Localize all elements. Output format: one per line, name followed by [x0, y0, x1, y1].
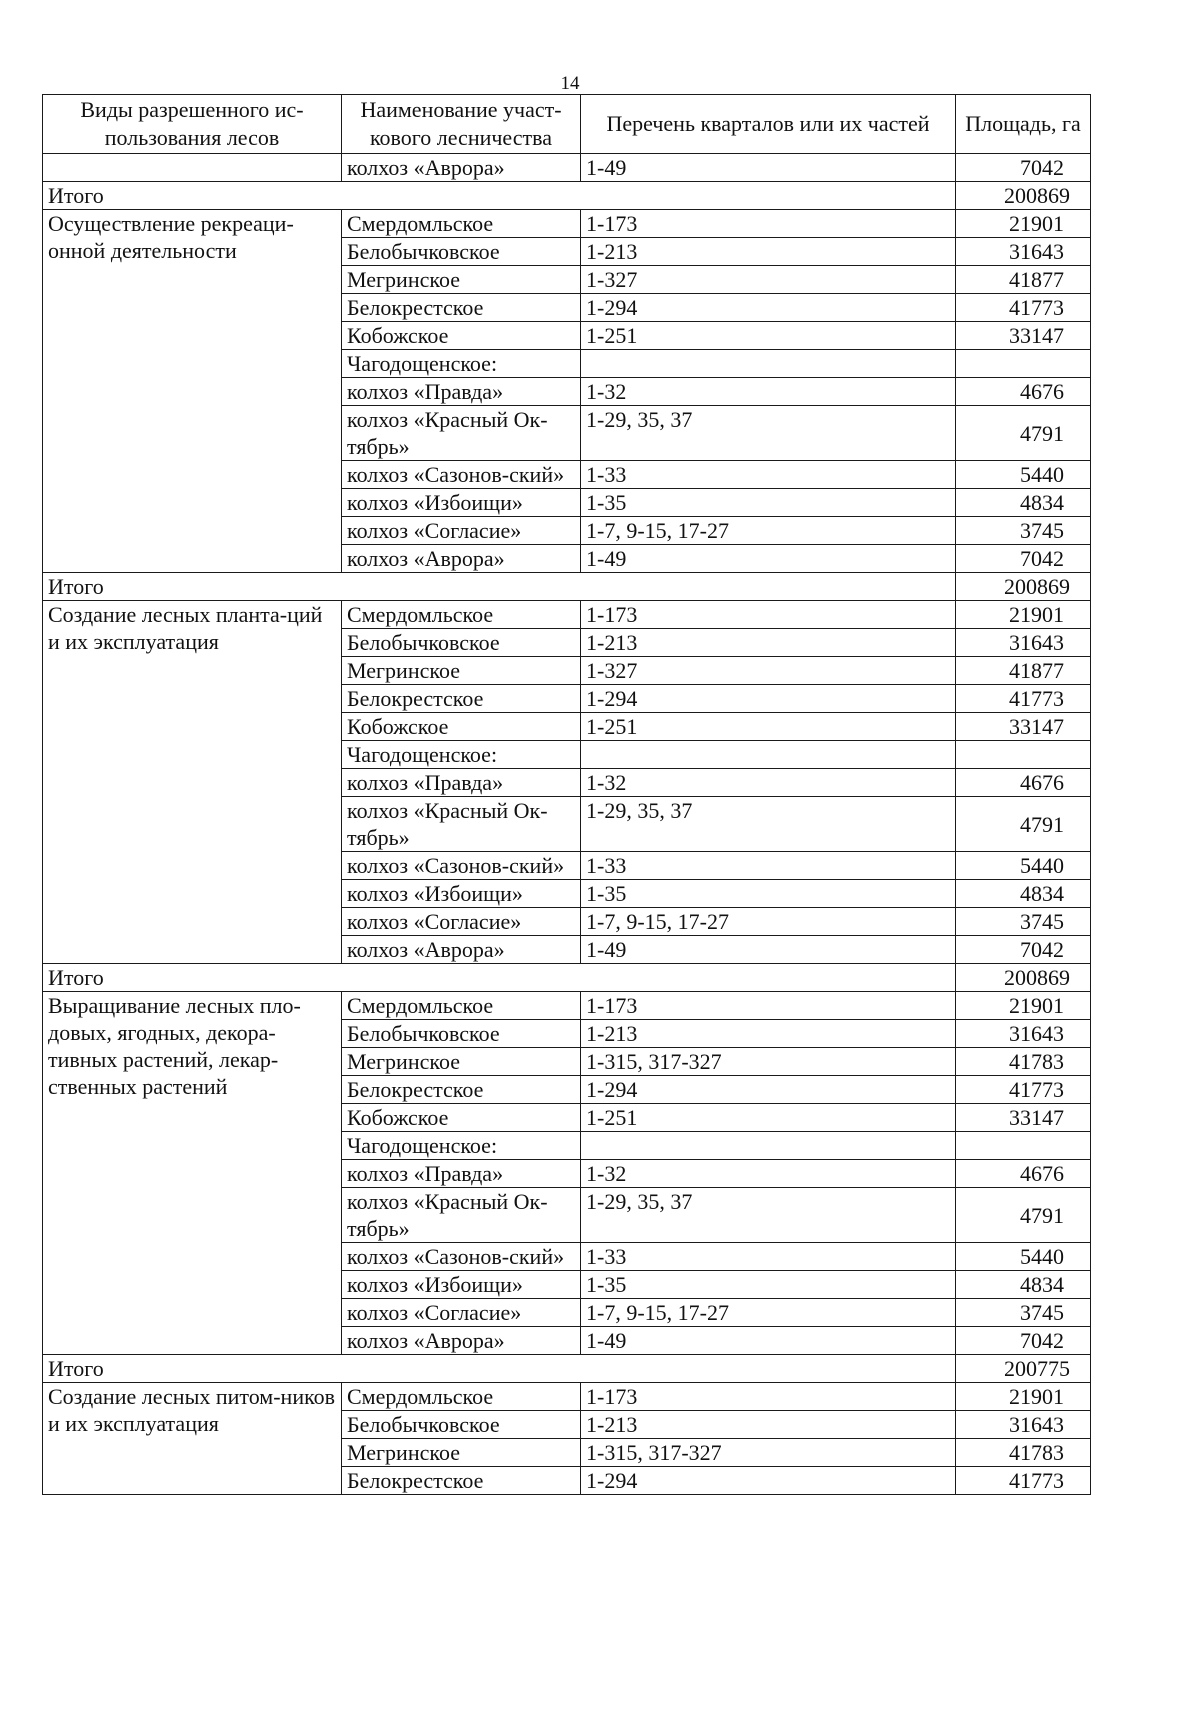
total-label: Итого — [43, 182, 956, 210]
header-usage: Виды разрешенного ис-пользования лесов — [43, 95, 342, 154]
forestry-cell: колхоз «Красный Ок-тябрь» — [342, 797, 581, 852]
area-cell: 31643 — [956, 238, 1091, 266]
quarters-cell: 1-315, 317-327 — [581, 1439, 956, 1467]
area-cell: 21901 — [956, 1383, 1091, 1411]
area-cell: 3745 — [956, 517, 1091, 545]
total-label: Итого — [43, 573, 956, 601]
table-row — [43, 601, 1091, 629]
area-cell: 3745 — [956, 908, 1091, 936]
forestry-cell: колхоз «Сазонов-ский» — [342, 461, 581, 489]
quarters-cell: 1-33 — [581, 461, 956, 489]
area-cell: 4791 — [956, 797, 1091, 852]
area-cell: 4834 — [956, 880, 1091, 908]
area-cell: 41773 — [956, 1467, 1091, 1495]
area-cell: 4834 — [956, 1271, 1091, 1299]
total-row — [43, 182, 1091, 210]
forestry-cell: Белокрестское — [342, 1467, 581, 1495]
area-cell — [956, 741, 1091, 769]
header-row — [43, 95, 1091, 154]
area-cell: 21901 — [956, 992, 1091, 1020]
quarters-cell: 1-173 — [581, 992, 956, 1020]
total-row — [43, 573, 1091, 601]
forestry-cell: колхоз «Сазонов-ский» — [342, 852, 581, 880]
area-cell — [956, 350, 1091, 378]
forestry-cell: Мегринское — [342, 657, 581, 685]
forestry-cell: Белобычковское — [342, 1411, 581, 1439]
table-body — [43, 154, 1091, 1495]
quarters-cell: 1-294 — [581, 1076, 956, 1104]
forestry-cell: колхоз «Избоищи» — [342, 1271, 581, 1299]
quarters-cell: 1-315, 317-327 — [581, 1048, 956, 1076]
forestry-cell: колхоз «Аврора» — [342, 154, 581, 182]
area-cell: 7042 — [956, 936, 1091, 964]
quarters-cell: 1-49 — [581, 1327, 956, 1355]
area-cell: 33147 — [956, 322, 1091, 350]
quarters-cell: 1-213 — [581, 1020, 956, 1048]
forestry-cell: колхоз «Избоищи» — [342, 880, 581, 908]
area-cell: 41877 — [956, 657, 1091, 685]
area-cell: 4791 — [956, 406, 1091, 461]
quarters-cell: 1-35 — [581, 1271, 956, 1299]
quarters-cell: 1-35 — [581, 880, 956, 908]
area-cell: 3745 — [956, 1299, 1091, 1327]
forestry-cell: Чагодощенское: — [342, 350, 581, 378]
quarters-cell: 1-49 — [581, 154, 956, 182]
quarters-cell: 1-251 — [581, 1104, 956, 1132]
forestry-cell: Смердомльское — [342, 1383, 581, 1411]
total-row — [43, 964, 1091, 992]
area-cell: 7042 — [956, 154, 1091, 182]
forestry-cell: колхоз «Аврора» — [342, 1327, 581, 1355]
header-quarters: Перечень кварталов или их частей — [581, 95, 956, 154]
quarters-cell: 1-173 — [581, 1383, 956, 1411]
total-area-cell: 200775 — [956, 1355, 1091, 1383]
header-area: Площадь, га — [956, 95, 1091, 154]
forestry-cell: Чагодощенское: — [342, 1132, 581, 1160]
quarters-cell: 1-29, 35, 37 — [581, 406, 956, 461]
forestry-cell: колхоз «Правда» — [342, 378, 581, 406]
quarters-cell: 1-32 — [581, 1160, 956, 1188]
quarters-cell: 1-33 — [581, 1243, 956, 1271]
area-cell: 7042 — [956, 545, 1091, 573]
table-row — [43, 1383, 1091, 1411]
usage-type-cell: Создание лесных питом-ников и их эксплуатация — [43, 1383, 342, 1495]
forestry-cell: Белокрестское — [342, 294, 581, 322]
quarters-cell: 1-173 — [581, 210, 956, 238]
header-forestry: Наименование участ-кового лесничества — [342, 95, 581, 154]
forestry-cell: Смердомльское — [342, 210, 581, 238]
area-cell: 41773 — [956, 294, 1091, 322]
forestry-cell: колхоз «Красный Ок-тябрь» — [342, 406, 581, 461]
total-area-cell: 200869 — [956, 182, 1091, 210]
forestry-cell: Кобожское — [342, 713, 581, 741]
usage-type-cell — [43, 154, 342, 182]
quarters-cell: 1-32 — [581, 769, 956, 797]
forestry-cell: Белобычковское — [342, 238, 581, 266]
area-cell: 33147 — [956, 1104, 1091, 1132]
quarters-cell: 1-294 — [581, 685, 956, 713]
area-cell: 21901 — [956, 210, 1091, 238]
table-row — [43, 992, 1091, 1020]
forestry-cell: колхоз «Аврора» — [342, 936, 581, 964]
forestry-cell: колхоз «Согласие» — [342, 517, 581, 545]
total-label: Итого — [43, 1355, 956, 1383]
quarters-cell: 1-251 — [581, 713, 956, 741]
area-cell: 7042 — [956, 1327, 1091, 1355]
forestry-cell: Мегринское — [342, 266, 581, 294]
quarters-cell: 1-173 — [581, 601, 956, 629]
forestry-cell: Смердомльское — [342, 992, 581, 1020]
area-cell: 41877 — [956, 266, 1091, 294]
area-cell: 4791 — [956, 1188, 1091, 1243]
area-cell: 21901 — [956, 601, 1091, 629]
area-cell: 5440 — [956, 1243, 1091, 1271]
forestry-cell: колхоз «Правда» — [342, 769, 581, 797]
forestry-cell: Белобычковское — [342, 1020, 581, 1048]
total-area-cell: 200869 — [956, 964, 1091, 992]
quarters-cell: 1-294 — [581, 1467, 956, 1495]
table-row — [43, 210, 1091, 238]
total-area-cell: 200869 — [956, 573, 1091, 601]
forestry-cell: Чагодощенское: — [342, 741, 581, 769]
quarters-cell: 1-7, 9-15, 17-27 — [581, 1299, 956, 1327]
forestry-cell: колхоз «Правда» — [342, 1160, 581, 1188]
area-cell: 5440 — [956, 852, 1091, 880]
total-label: Итого — [43, 964, 956, 992]
quarters-cell: 1-213 — [581, 1411, 956, 1439]
area-cell: 31643 — [956, 629, 1091, 657]
quarters-cell: 1-49 — [581, 936, 956, 964]
quarters-cell: 1-32 — [581, 378, 956, 406]
quarters-cell: 1-327 — [581, 266, 956, 294]
area-cell: 4676 — [956, 378, 1091, 406]
quarters-cell — [581, 1132, 956, 1160]
area-cell: 5440 — [956, 461, 1091, 489]
quarters-cell — [581, 350, 956, 378]
quarters-cell: 1-35 — [581, 489, 956, 517]
quarters-cell: 1-7, 9-15, 17-27 — [581, 517, 956, 545]
area-cell: 31643 — [956, 1020, 1091, 1048]
forestry-cell: Мегринское — [342, 1439, 581, 1467]
area-cell: 41773 — [956, 685, 1091, 713]
quarters-cell: 1-327 — [581, 657, 956, 685]
usage-type-cell: Создание лесных планта-ций и их эксплуатация — [43, 601, 342, 964]
quarters-cell: 1-294 — [581, 294, 956, 322]
area-cell: 4676 — [956, 1160, 1091, 1188]
forestry-cell: Белокрестское — [342, 685, 581, 713]
area-cell: 41783 — [956, 1048, 1091, 1076]
quarters-cell — [581, 741, 956, 769]
forestry-cell: колхоз «Красный Ок-тябрь» — [342, 1188, 581, 1243]
page-number: 14 — [560, 73, 580, 94]
quarters-cell: 1-213 — [581, 238, 956, 266]
area-cell: 41783 — [956, 1439, 1091, 1467]
usage-type-cell: Осуществление рекреаци-онной деятельности — [43, 210, 342, 573]
forestry-cell: Кобожское — [342, 322, 581, 350]
table-header — [43, 95, 1091, 154]
area-cell: 31643 — [956, 1411, 1091, 1439]
forestry-cell: колхоз «Аврора» — [342, 545, 581, 573]
forestry-cell: Белокрестское — [342, 1076, 581, 1104]
quarters-cell: 1-49 — [581, 545, 956, 573]
forestry-cell: колхоз «Согласие» — [342, 1299, 581, 1327]
quarters-cell: 1-33 — [581, 852, 956, 880]
quarters-cell: 1-29, 35, 37 — [581, 1188, 956, 1243]
total-row — [43, 1355, 1091, 1383]
forestry-cell: колхоз «Избоищи» — [342, 489, 581, 517]
quarters-cell: 1-213 — [581, 629, 956, 657]
quarters-cell: 1-251 — [581, 322, 956, 350]
forestry-cell: Мегринское — [342, 1048, 581, 1076]
area-cell: 33147 — [956, 713, 1091, 741]
forestry-cell: колхоз «Согласие» — [342, 908, 581, 936]
quarters-cell: 1-29, 35, 37 — [581, 797, 956, 852]
quarters-cell: 1-7, 9-15, 17-27 — [581, 908, 956, 936]
forest-use-table — [42, 94, 1091, 1495]
forestry-cell: Белобычковское — [342, 629, 581, 657]
forestry-cell: Смердомльское — [342, 601, 581, 629]
table-row — [43, 154, 1091, 182]
forestry-cell: Кобожское — [342, 1104, 581, 1132]
area-cell: 4676 — [956, 769, 1091, 797]
forestry-cell: колхоз «Сазонов-ский» — [342, 1243, 581, 1271]
area-cell — [956, 1132, 1091, 1160]
area-cell: 41773 — [956, 1076, 1091, 1104]
usage-type-cell: Выращивание лесных пло-довых, ягодных, декора-тивных растений, лекар-ственных растений — [43, 992, 342, 1355]
area-cell: 4834 — [956, 489, 1091, 517]
